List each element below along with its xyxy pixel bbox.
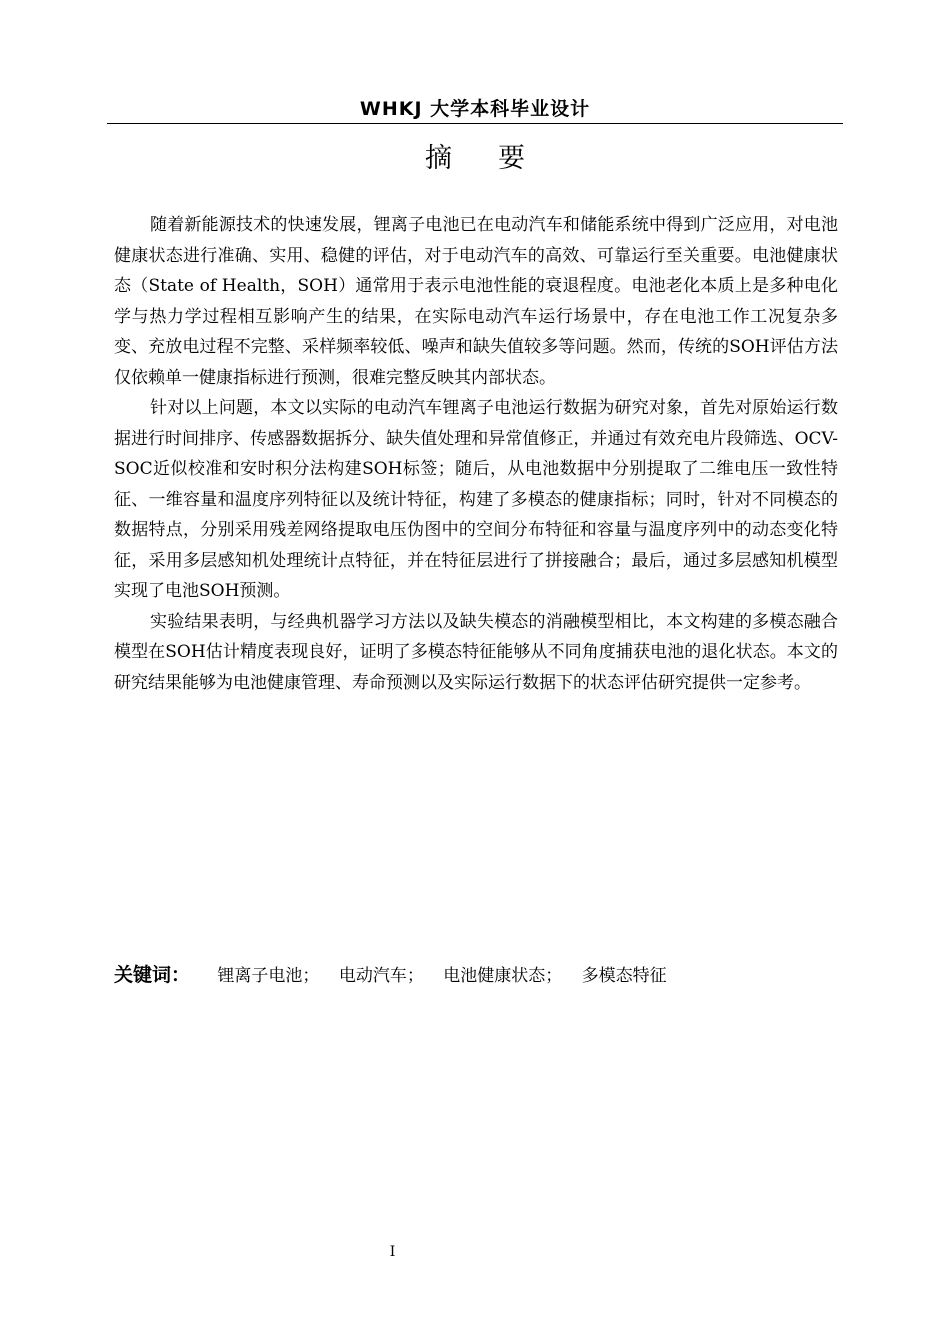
abstract-paragraph-1: 随着新能源技术的快速发展，锂离子电池已在电动汽车和储能系统中得到广泛应用，对电池健康状态进行准确、实用、稳健的评估，对于电动汽车的高效、可靠运行至关重要。电池健康状态（State of Health，SOH）通常用于表示电池性能的衰退程度。电池老化本质上是多种电化学与热力学过程相互影响产生的结果，在实际电动汽车运行场景中，存在电池工作工况复杂多变、充放电过程不完整、采样频率较低、噪声和缺失值较多等问题。然而，传统的SOH评估方法仅依赖单一健康指标进行预测，很难完整反映其内部状态。 (114, 215, 838, 388)
abstract-title: 摘要 (425, 143, 571, 174)
page-number: I (389, 1244, 396, 1260)
keyword-item: 电池健康状态； (443, 966, 563, 986)
header-rule (107, 123, 843, 124)
keywords-line (114, 960, 681, 991)
running-header: WHKJ 大学本科毕业设计 (359, 98, 591, 120)
keyword-item: 锂离子电池； (217, 966, 320, 986)
abstract-body (114, 210, 838, 698)
abstract-paragraph-3: 实验结果表明，与经典机器学习方法以及缺失模态的消融模型相比，本文构建的多模态融合模型在SOH估计精度表现良好，证明了多模态特征能够从不同角度捕获电池的退化状态。本文的研究结果能够为电池健康管理、寿命预测以及实际运行数据下的状态评估研究提供一定参考。 (114, 611, 838, 693)
keyword-item: 多模态特征 (581, 966, 667, 986)
abstract-paragraph-2: 针对以上问题，本文以实际的电动汽车锂离子电池运行数据为研究对象，首先对原始运行数据进行时间排序、传感器数据拆分、缺失值处理和异常值修正，并通过有效充电片段筛选、OCV-SOC近似校准和安时积分法构建SOH标签；随后，从电池数据中分别提取了二维电压一致性特征、一维容量和温度序列特征以及统计特征，构建了多模态的健康指标；同时，针对不同模态的数据特点，分别采用残差网络提取电压伪图中的空间分布特征和容量与温度序列中的动态变化特征，采用多层感知机处理统计点特征，并在特征层进行了拼接融合；最后，通过多层感知机模型实现了电池SOH预测。 (114, 398, 838, 601)
keywords-label: 关键词： (114, 964, 191, 986)
keyword-item: 电动汽车； (338, 966, 424, 986)
